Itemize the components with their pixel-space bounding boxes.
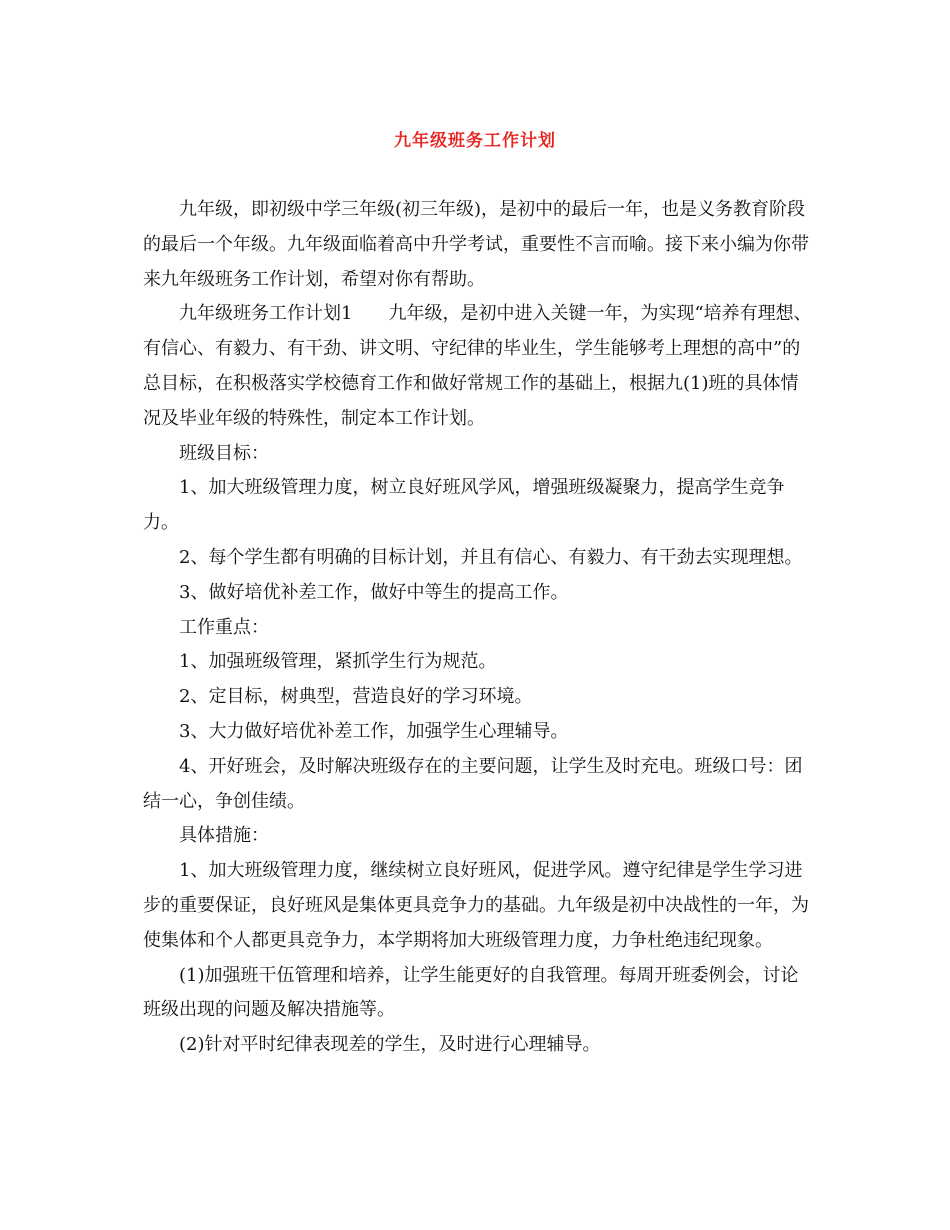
focus-item-4: 4、开好班会，及时解决班级存在的主要问题，让学生及时充电。班级口号：团结一心，争创佳绩。: [143, 755, 803, 812]
heading-measures: 具体措施：: [179, 825, 269, 847]
goal-item-1: 1、加大班级管理力度，树立良好班风学风，增强班级凝聚力，提高学生竞争力。: [143, 477, 785, 534]
measure-subitem-1: (1)加强班干伍管理和培养，让学生能更好的自我管理。每周开班委例会，讨论班级出现的问题及解决措施等。: [143, 964, 799, 1021]
heading-class-goals: 班级目标：: [179, 442, 269, 464]
document-body: [143, 193, 815, 1063]
focus-item-3: 3、大力做好培优补差工作，加强学生心理辅导。: [179, 720, 569, 742]
measure-item-1: 1、加大班级管理力度，继续树立良好班风，促进学风。遵守纪律是学生学习进步的重要保证，良好班风是集体更具竞争力的基础。九年级是初中决战性的一年，为使集体和个人都更具竞争力，本学期将加大班级管理力度，力争杜绝违纪现象。: [143, 860, 809, 951]
heading-work-focus: 工作重点：: [179, 616, 269, 638]
document-title: 九年级班务工作计划: [394, 131, 556, 151]
measure-subitem-2: (2)针对平时纪律表现差的学生，及时进行心理辅导。: [179, 1034, 601, 1056]
paragraph-plan-1: 九年级班务工作计划1 九年级，是初中进入关键一年，为实现“培养有理想、有信心、有毅力、有干劲、讲文明、守纪律的毕业生，学生能够考上理想的高中”的总目标，在积极落实学校德育工作和做好常规工作的基础上，根据九(1)班的具体情况及毕业年级的特殊性，制定本工作计划。: [143, 303, 812, 429]
focus-item-2: 2、定目标，树典型，营造良好的学习环境。: [179, 686, 533, 708]
goal-item-3: 3、做好培优补差工作，做好中等生的提高工作。: [179, 581, 569, 603]
goal-item-2: 2、每个学生都有明确的目标计划，并且有信心、有毅力、有干劲去实现理想。: [179, 546, 803, 568]
focus-item-1: 1、加强班级管理，紧抓学生行为规范。: [179, 651, 497, 673]
paragraph-intro: 九年级，即初级中学三年级(初三年级)，是初中的最后一年，也是义务教育阶段的最后一个年级。九年级面临着高中升学考试，重要性不言而喻。接下来小编为你带来九年级班务工作计划，希望对你有帮助。: [143, 199, 809, 290]
